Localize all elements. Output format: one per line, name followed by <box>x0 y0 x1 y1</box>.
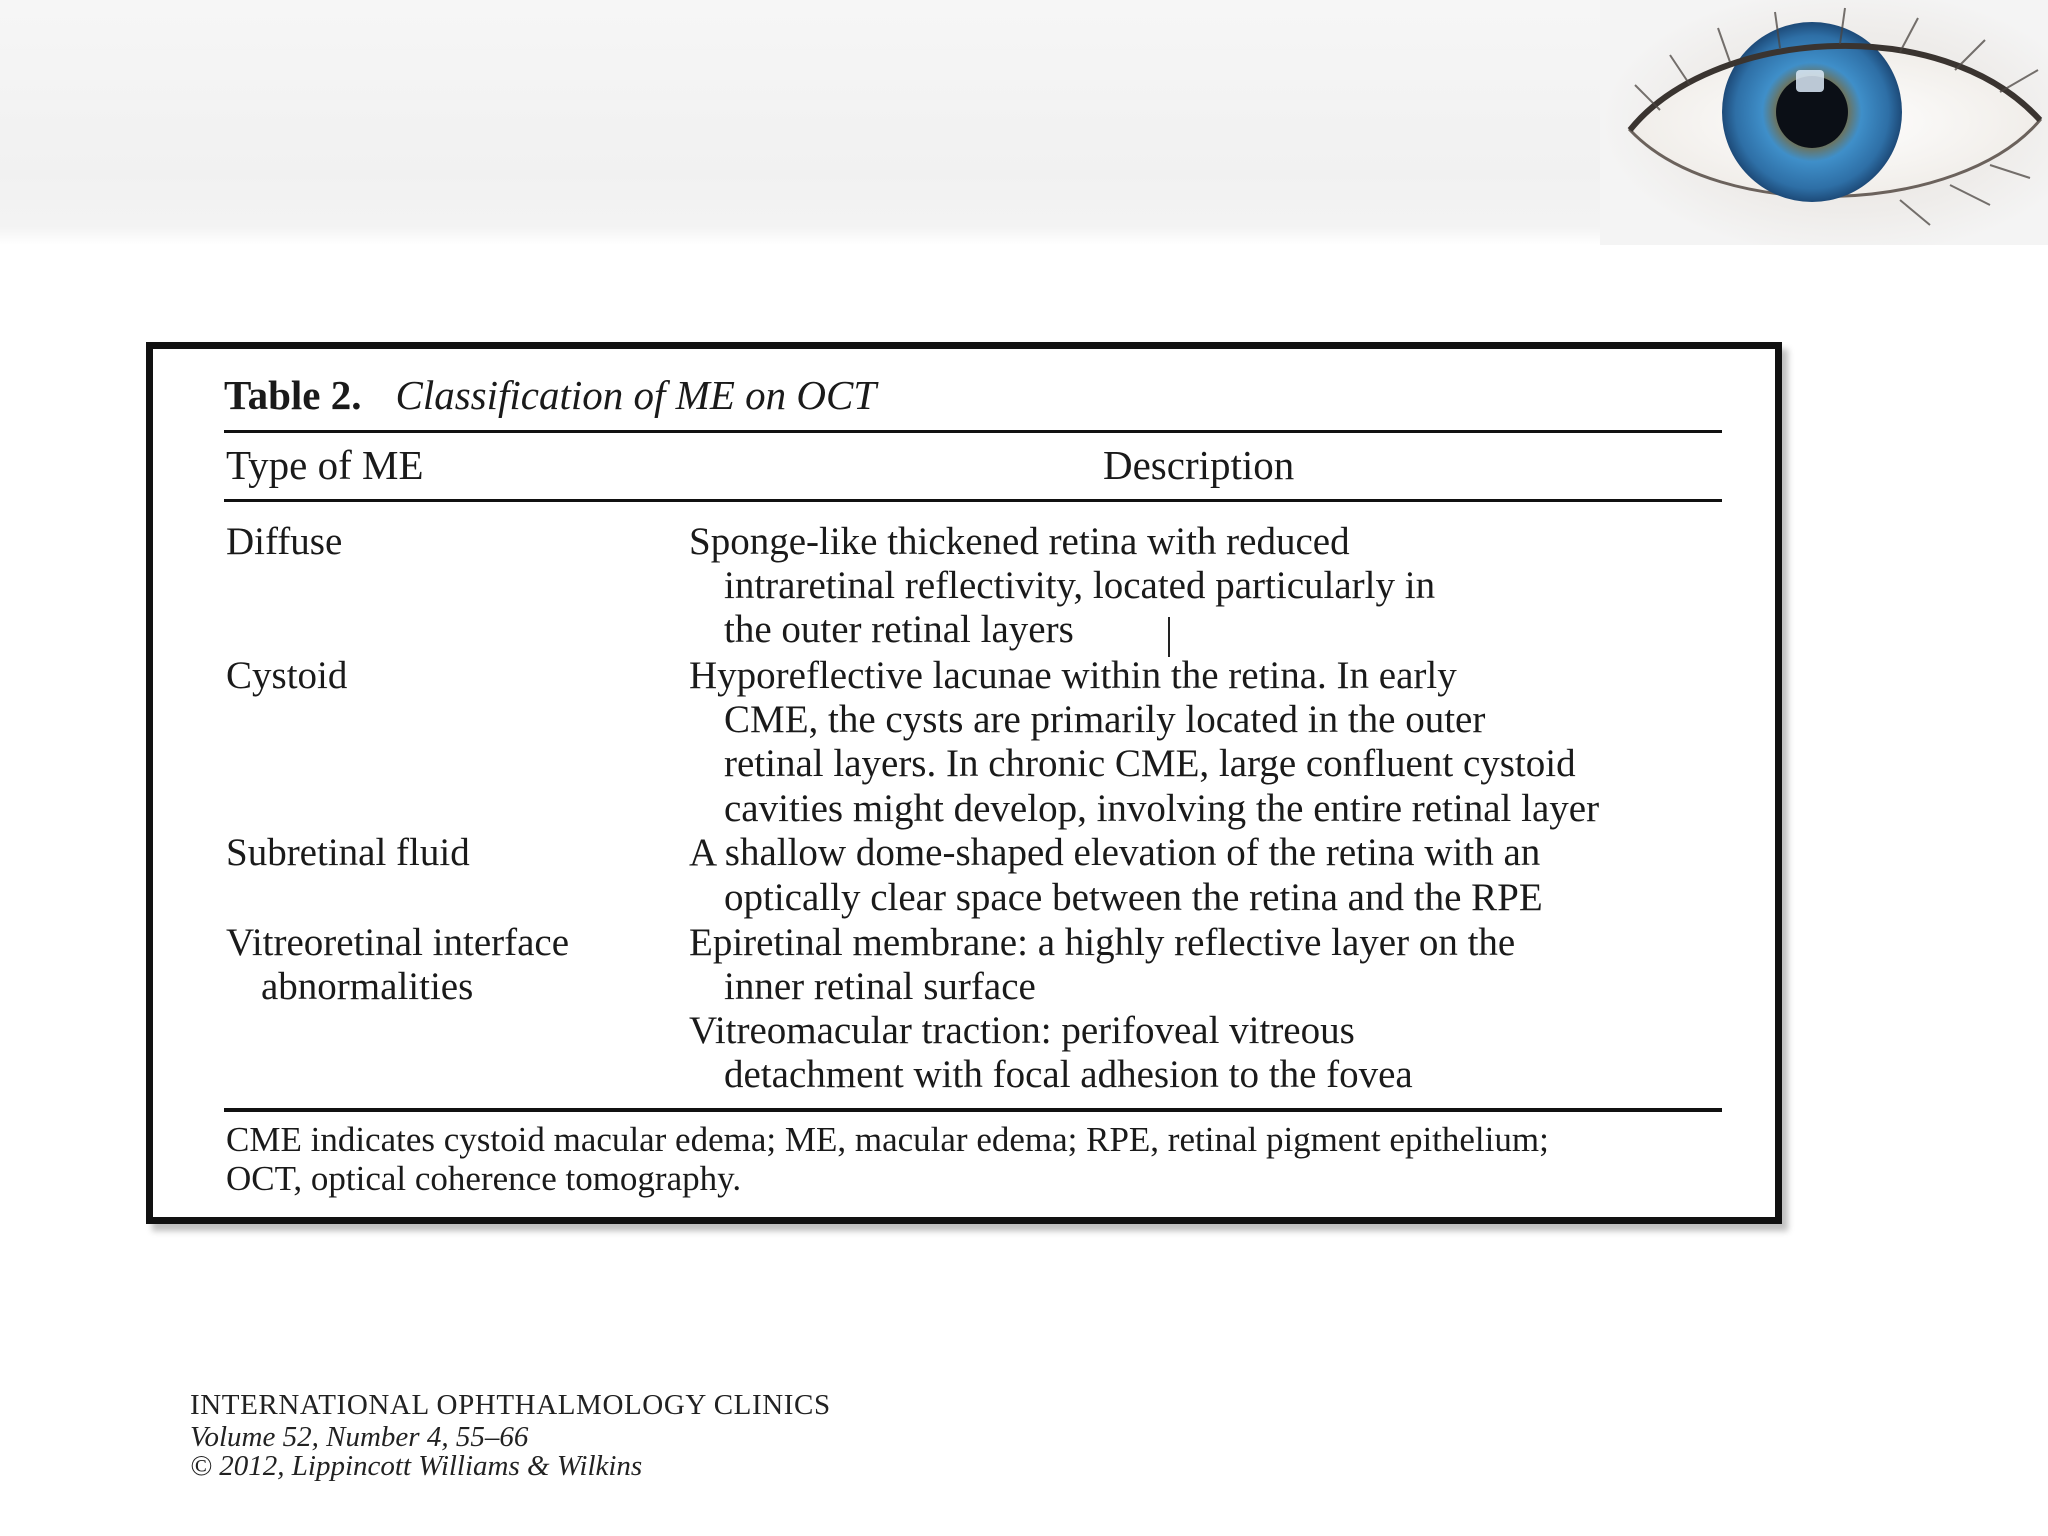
row-description-line: Hyporeflective lacunae within the retina. In early <box>689 654 1457 697</box>
row-type-vitreoretinal: Vitreoretinal interface <box>226 921 570 964</box>
row-type-cystoid: Cystoid <box>226 654 348 697</box>
row-description-line: optically clear space between the retina and the RPE <box>724 876 1543 919</box>
eye-icon <box>1600 0 2048 245</box>
row-description-line: Sponge-like thickened retina with reduced <box>689 520 1350 563</box>
journal-name: INTERNATIONAL OPHTHALMOLOGY CLINICS <box>190 1389 831 1421</box>
table-number: Table 2. <box>224 372 362 418</box>
row-description-line: detachment with focal adhesion to the fovea <box>724 1053 1413 1096</box>
row-description-line: Vitreomacular traction: perifoveal vitreous <box>689 1009 1355 1052</box>
row-description-line: CME, the cysts are primarily located in the outer <box>724 698 1486 741</box>
row-description-line: cavities might develop, involving the entire retinal layer <box>724 787 1600 830</box>
table-header-rule <box>224 499 1722 502</box>
row-type-subretinal-fluid: Subretinal fluid <box>226 831 470 874</box>
row-description-line: Epiretinal membrane: a highly reflective layer on the <box>689 921 1516 964</box>
journal-volume: Volume 52, Number 4, 55–66 <box>190 1421 529 1453</box>
row-type-vitreoretinal-cont: abnormalities <box>261 965 474 1008</box>
row-description-line: A shallow dome-shaped elevation of the retina with an <box>689 831 1541 874</box>
table-figure <box>146 342 1782 1224</box>
journal-copyright: © 2012, Lippincott Williams & Wilkins <box>190 1450 643 1482</box>
row-description-line: the outer retinal layers <box>724 608 1074 651</box>
row-description-line: inner retinal surface <box>724 965 1036 1008</box>
table-bottom-rule <box>224 1108 1722 1112</box>
table-title: Classification of ME on OCT <box>395 372 877 418</box>
table-caption <box>224 371 876 419</box>
column-header-type: Type of ME <box>226 442 424 488</box>
table-footnote-line: OCT, optical coherence tomography. <box>226 1159 742 1198</box>
text-cursor <box>1168 617 1170 657</box>
table-footnote-line: CME indicates cystoid macular edema; ME, macular edema; RPE, retinal pigment epithelium; <box>226 1120 1549 1159</box>
row-description-line: intraretinal reflectivity, located particularly in <box>724 564 1436 607</box>
table-top-rule <box>224 430 1722 433</box>
row-description-line: retinal layers. In chronic CME, large confluent cystoid <box>724 742 1576 785</box>
row-type-diffuse: Diffuse <box>226 520 343 563</box>
column-header-description: Description <box>1103 442 1295 488</box>
